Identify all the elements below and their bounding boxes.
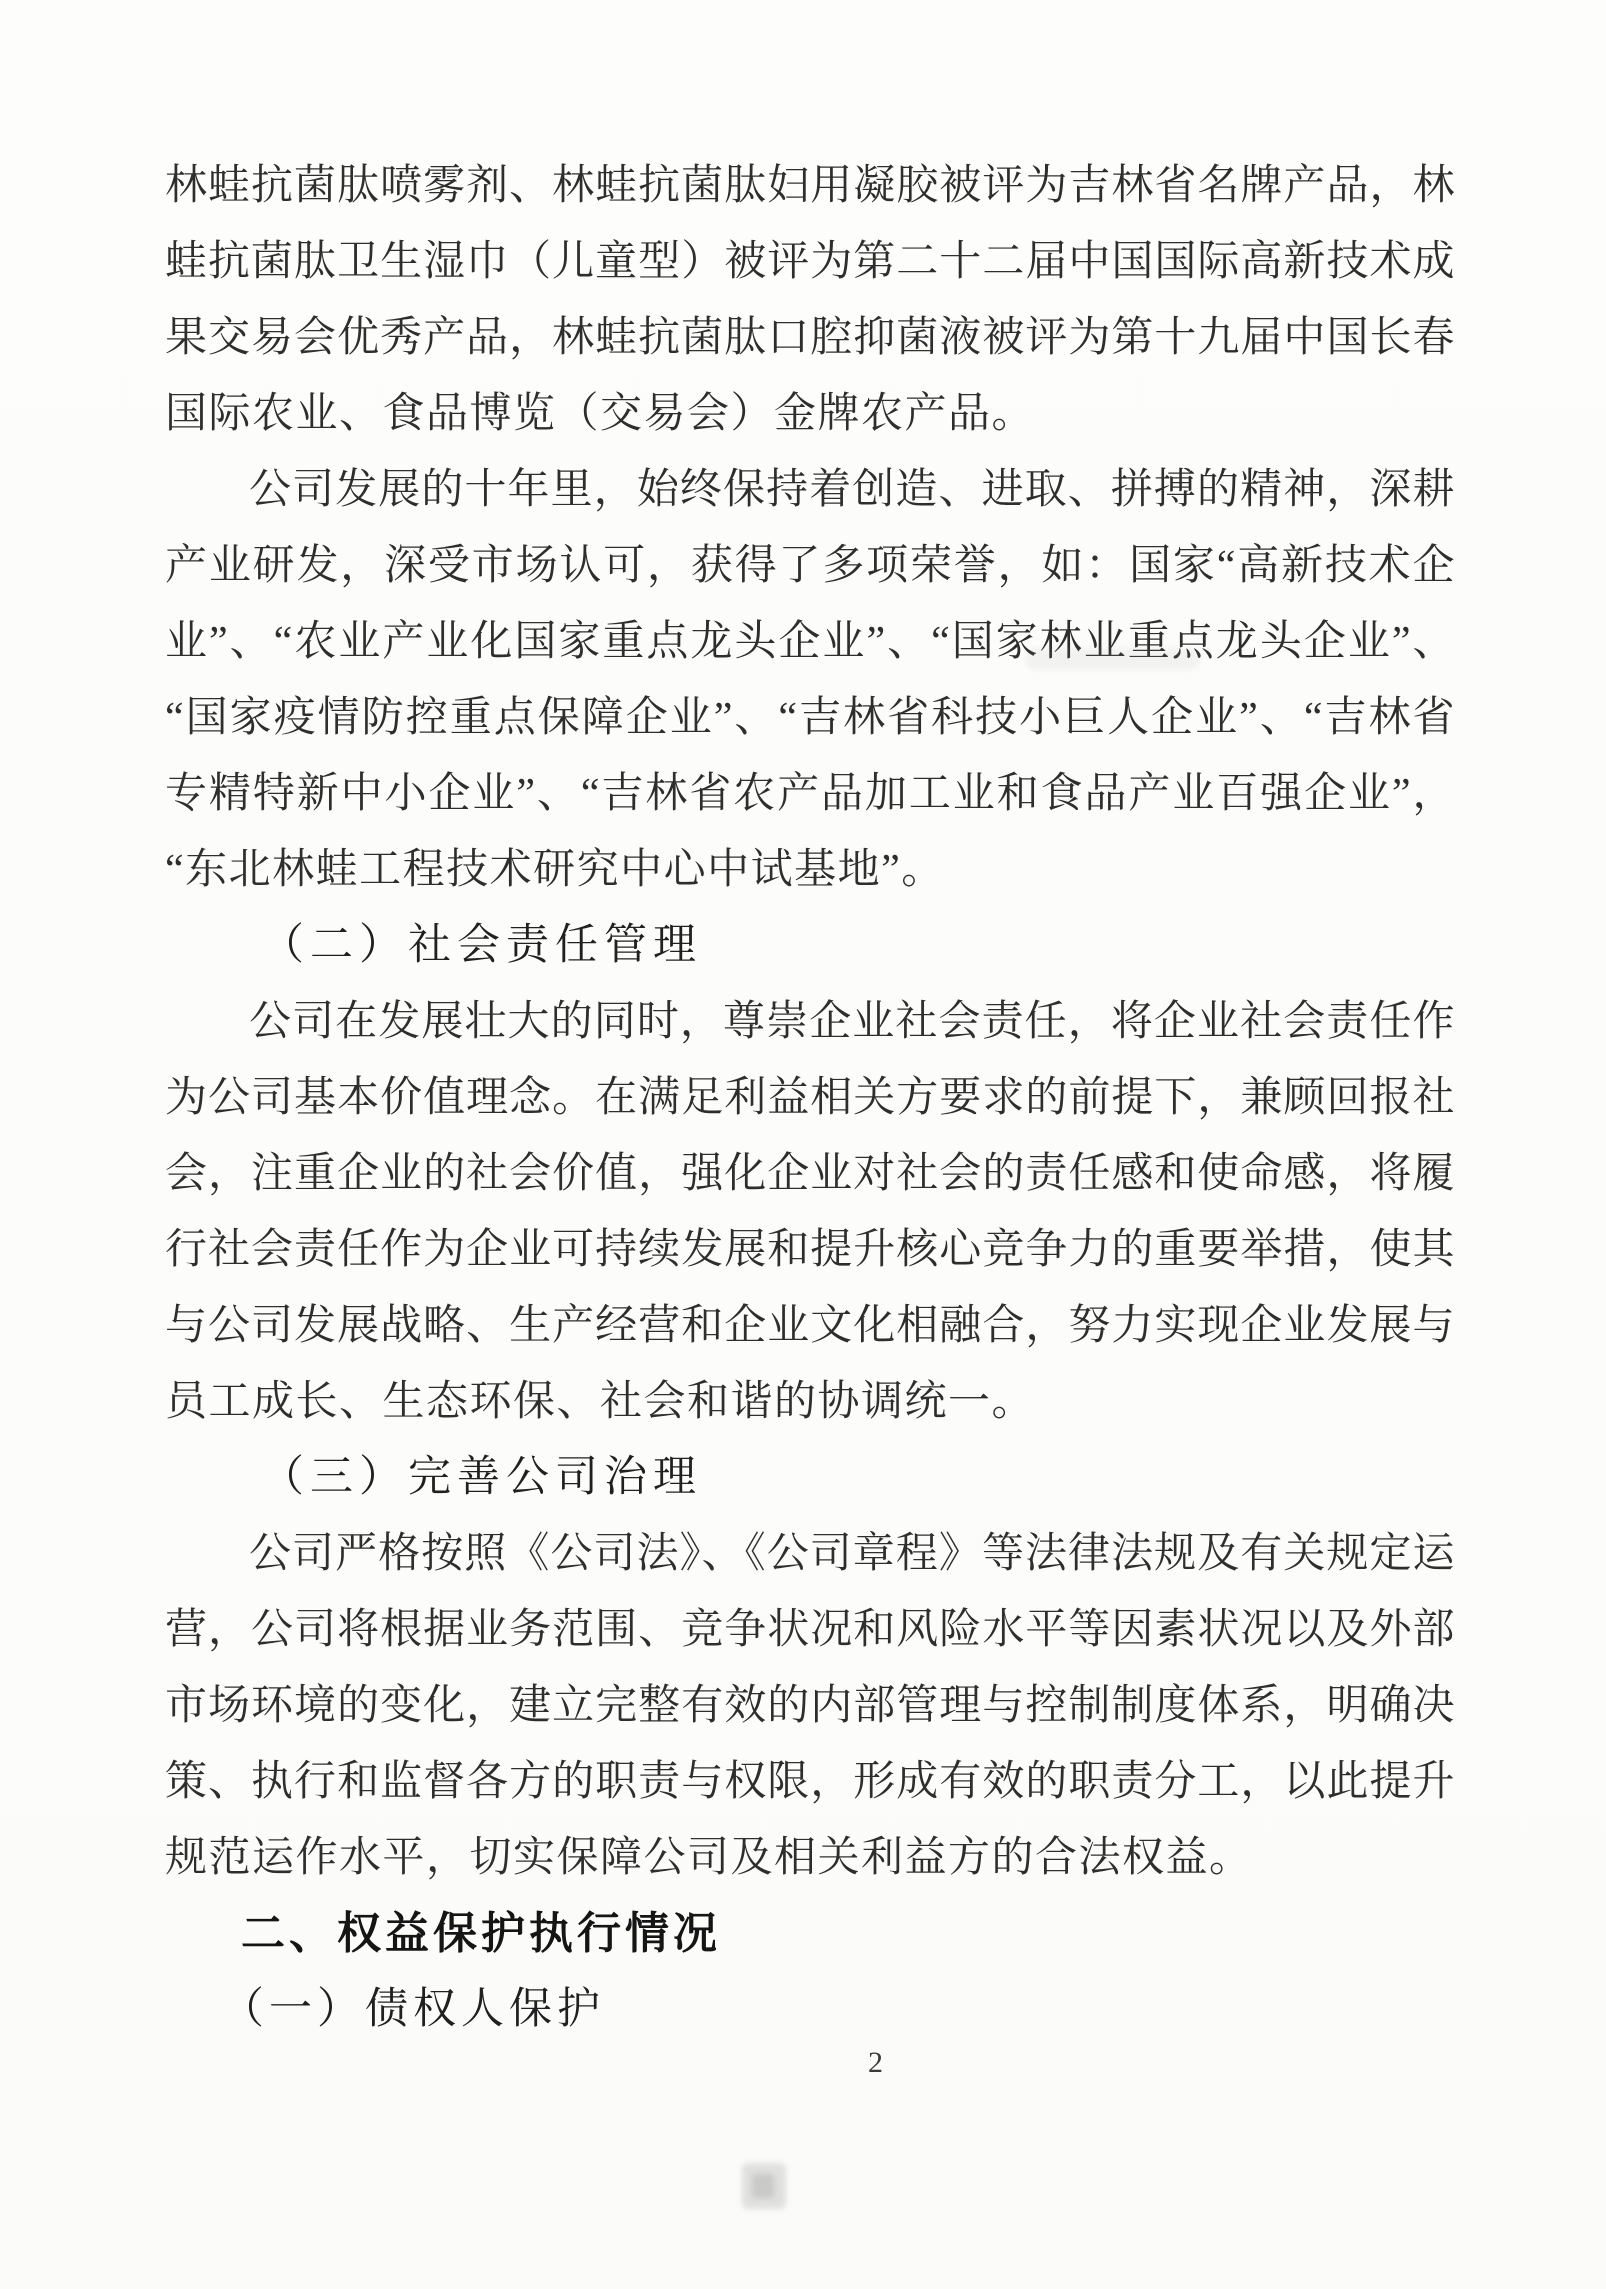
text-line: 策、执行和监督各方的职责与权限，形成有效的职责分工，以此提升: [165, 1759, 1455, 1805]
paragraph-awards-continued: [165, 148, 1455, 452]
text-line: 业”、“农业产业化国家重点龙头企业”、“国家林业重点龙头企业”、: [165, 619, 1455, 665]
text-line: 蛙抗菌肽卫生湿巾（儿童型）被评为第二十二届中国国际高新技术成: [165, 239, 1455, 285]
text-line: “国家疫情防控重点保障企业”、“吉林省科技小巨人企业”、“吉林省: [165, 695, 1455, 741]
text-line: 与公司发展战略、生产经营和企业文化相融合，努力实现企业发展与: [165, 1303, 1455, 1349]
scan-artifact: [1025, 648, 1200, 670]
text-line: 专精特新中小企业”、“吉林省农产品加工业和食品产业百强企业”，: [165, 771, 1455, 817]
section-heading-governance: （三）完善公司治理: [261, 1454, 702, 1501]
text-line: 员工成长、生态环保、社会和谐的协调统一。: [165, 1379, 1036, 1425]
chapter-heading-rights-protection: 二、权益保护执行情况: [241, 1909, 721, 1958]
page-number: 2: [868, 2046, 883, 2079]
section-heading-social-responsibility: （二）社会责任管理: [261, 922, 702, 969]
text-line: 果交易会优秀产品，林蛙抗菌肽口腔抑菌液被评为第十九届中国长春: [165, 315, 1455, 361]
text-line: 市场环境的变化，建立完整有效的内部管理与控制制度体系，明确决: [165, 1683, 1455, 1729]
text-line: 公司严格按照《公司法》、《公司章程》等法律法规及有关规定运: [249, 1531, 1455, 1577]
paragraph-governance: [165, 1516, 1455, 1896]
text-line: 营，公司将根据业务范围、竞争状况和风险水平等因素状况以及外部: [165, 1607, 1455, 1653]
text-line: 公司发展的十年里，始终保持着创造、进取、拼搏的精神，深耕: [249, 467, 1455, 513]
paragraph-social-responsibility: [165, 984, 1455, 1440]
text-line: “东北林蛙工程技术研究中心中试基地”。: [165, 847, 945, 893]
text-line: 林蛙抗菌肽喷雾剂、林蛙抗菌肽妇用凝胶被评为吉林省名牌产品，林: [165, 163, 1455, 209]
text-line: 公司在发展壮大的同时，尊崇企业社会责任，将企业社会责任作: [249, 999, 1455, 1045]
section-heading-creditor-protection: （一）债权人保护: [221, 1986, 605, 2033]
text-line: 国际农业、食品博览（交易会）金牌农产品。: [165, 391, 1036, 437]
paragraph-honors: [165, 452, 1455, 908]
text-line: 规范运作水平，切实保障公司及相关利益方的合法权益。: [165, 1835, 1253, 1881]
text-line: 行社会责任作为企业可持续发展和提升核心竞争力的重要举措，使其: [165, 1227, 1455, 1273]
text-line: 会，注重企业的社会价值，强化企业对社会的责任感和使命感，将履: [165, 1151, 1455, 1197]
text-line: 产业研发，深受市场认可，获得了多项荣誉，如：国家“高新技术企: [165, 543, 1455, 589]
scan-artifact: [752, 2174, 774, 2198]
text-block: [165, 148, 1455, 2048]
text-line: 为公司基本价值理念。在满足利益相关方要求的前提下，兼顾回报社: [165, 1075, 1455, 1121]
